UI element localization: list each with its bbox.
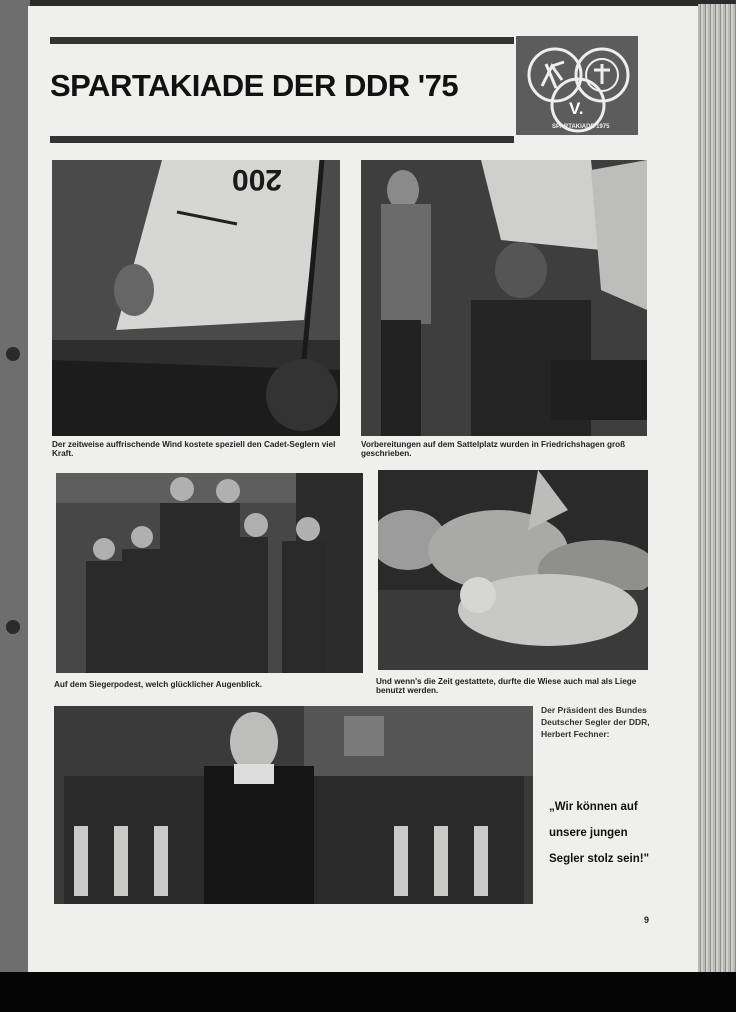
logo-ring-text: SPARTAKIADE 1975 (552, 124, 610, 130)
logo-numeral: V. (569, 99, 584, 118)
photo-caption-1: Der zeitweise auffrischende Wind kostete speziell den Cadet-Seglern viel Kraft. (52, 440, 336, 458)
photo-boat-preparation (361, 160, 647, 436)
binding-hole (6, 620, 20, 634)
sail-number: 200 (231, 163, 282, 196)
spartakiade-logo (516, 36, 638, 135)
quote-line: unsere jungen (549, 827, 628, 839)
book-left-edge (0, 0, 30, 975)
page-number: 9 (644, 915, 650, 925)
photo-caption-4: Und wenn's die Zeit gestattete, durfte die Wiese auch mal als Liege benutzt werden. (376, 677, 637, 695)
photo-resting-on-lawn (378, 470, 648, 670)
binding-hole (6, 347, 20, 361)
quote-line: Segler stolz sein!" (549, 853, 650, 865)
page-title: SPARTAKIADE DER DDR '75 (50, 68, 459, 103)
photo-caption-2: Vorbereitungen auf dem Sattelplatz wurden in Friedrichshagen groß geschrieben. (361, 440, 626, 458)
header-rule-bottom (50, 136, 514, 143)
photo-sailboat (52, 160, 340, 436)
quote-line: „Wir können auf (549, 801, 638, 813)
photo-president-speech (54, 706, 533, 904)
photo-caption-3: Auf dem Siegerpodest, welch glücklicher Augenblick. (54, 680, 263, 689)
header-rule-top (50, 37, 514, 44)
president-intro: Der Präsident des Bundes Deutscher Segler der DDR, Herbert Fechner: (541, 705, 650, 739)
scan-bottom-border (0, 972, 736, 1012)
photo-victory-podium (56, 473, 363, 673)
book-page-stack (698, 4, 736, 972)
